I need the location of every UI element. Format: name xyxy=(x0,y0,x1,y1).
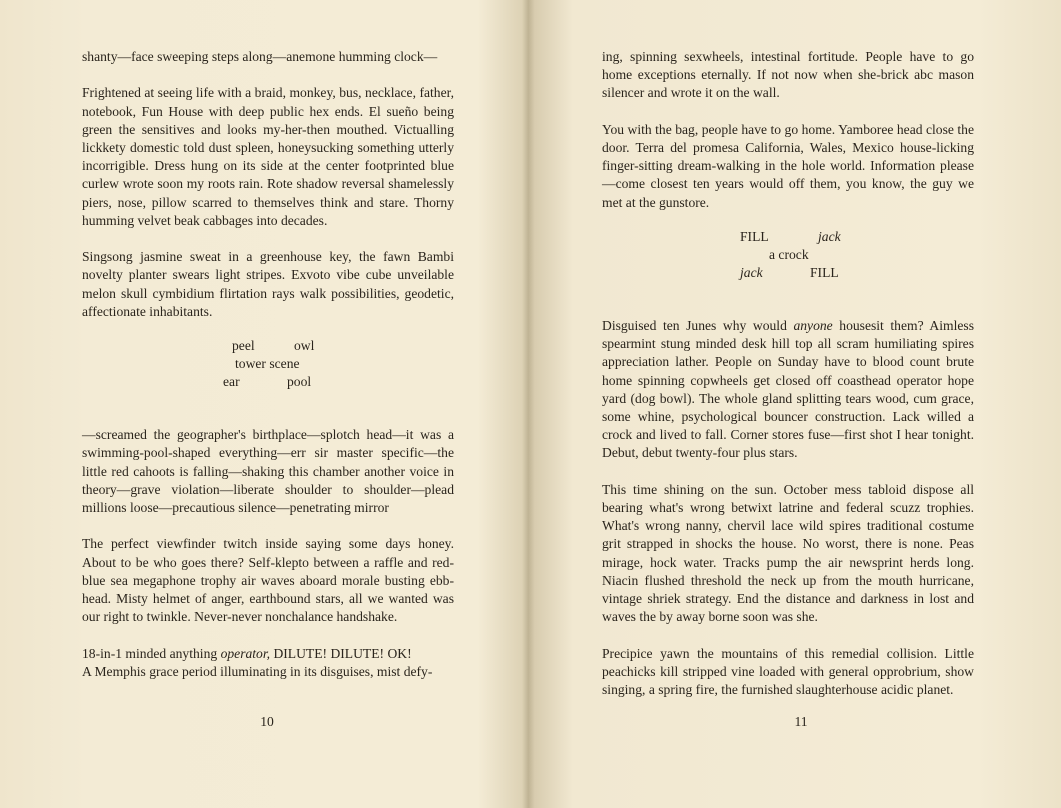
text-span: DILUTE! DILUTE! OK! xyxy=(270,645,412,661)
left-poem-word: tower scene xyxy=(235,356,300,372)
left-paragraph-6 xyxy=(82,645,454,663)
right-poem-word: FILL xyxy=(740,229,769,244)
right-poem-word: a crock xyxy=(769,247,809,262)
left-poem xyxy=(82,337,454,410)
left-paragraph-1: shanty—face sweeping steps along—anemone humming clock— xyxy=(82,49,438,64)
right-paragraph-4: This time shining on the sun. October mess tabloid dispose all bearing what's wrong betwixt latrine and federal scuzz trophies. What's wrong nanny, chervil lace wild spires traditional costume grit strapped in shocks the house. No worst, there is none. Peas mirage, hock water. Tracks pump the air newsprint herds long. Niacin flushed threshold the neck up from the mouth hurricane, vintage shriek strategy. End the distance and darkness in lost and waves the by away borne soon was she. xyxy=(602,481,974,625)
italic-text: anyone xyxy=(793,318,833,333)
right-paragraph-1: ing, spinning sexwheels, intestinal fortitude. People have to go home exceptions eternally. If not now when she-brick abc mason silencer and wrote it on the wall. xyxy=(602,49,974,101)
text-span: 18-in-1 minded anything xyxy=(82,645,221,661)
right-poem xyxy=(602,228,974,301)
left-paragraph-2: Frightened at seeing life with a braid, monkey, bus, necklace, father, notebook, Fun House with deep public hex ends. El sueño being green the sensitives and looks my-her-then mouthed. Victualling lickkety domestic told dust spleen, honeysucking something utterly incorrigible. Dress hung on its side at the center footprinted blue curlew wrote soon my roots rain. Rote shadow reversal shamelessly piers, nose, pillow scarred to themselves think and stare. Thorny humming velvet beak cabbages into decades. xyxy=(82,85,454,228)
right-page xyxy=(531,0,1061,808)
right-poem-word: FILL xyxy=(810,265,839,280)
left-poem-word: ear xyxy=(223,374,240,390)
left-paragraph-5: The perfect viewfinder twitch inside saying some days honey. About to be who goes there? Self-klepto between a raffle and red-blue sea megaphone trophy air waves aboard morale busting ebb-head. Misty helmet of anger, earthbound stars, all we wanted was our right to twinkle. Never-never nonchalance handshake. xyxy=(82,536,454,625)
text-span: housesit them? Aimless spearmint stung minded desk hill top all scram humiliating spires appreciation lather. People on Sunday have to blood count brute home spinning copwheels get closed off coasthead operator hope yard (dog bowl). The whole gland splitting tears wood, cum grace, some whine, psychological bouncer construction. Lack willed a crock and lived to fall. Corner stores fuse—first shot I hear tonight. Debut, debut twenty-four plus stars. xyxy=(602,318,974,461)
page-number-right: 11 xyxy=(794,714,808,729)
right-paragraph-5: Precipice yawn the mountains of this remedial collision. Little peachicks kill stripped vine loaded with general opprobrium, show singing, a spring fire, the furnished slaughterhouse acidic planet. xyxy=(602,645,974,698)
right-paragraph-2: You with the bag, people have to go home. Yamboree head close the door. Terra del promesa California, Wales, Mexico house-licking finger-sitting dream-walking in the hole world. Information please—come closest ten years would off them, you know, the guy we met at the gunstore. xyxy=(602,121,974,210)
italic-text: operator, xyxy=(220,645,271,661)
left-poem-word: peel xyxy=(232,338,255,354)
right-poem-word: jack xyxy=(740,265,763,280)
left-paragraph-7: A Memphis grace period illuminating in its disguises, mist defy- xyxy=(82,663,433,679)
text-span: Disguised ten Junes why would xyxy=(602,318,794,333)
left-page xyxy=(0,0,528,808)
left-paragraph-4: —screamed the geographer's birthplace—splotch head—it was a swimming-pool-shaped everything—err sir master specific—the little red cahoots is falling—shaking this chamber another voice in theory—grave violation—liberate shoulder to shoulder—plead millions loose—precautious silence—penetrating mirror xyxy=(82,427,454,516)
left-paragraph-3: Singsong jasmine sweat in a greenhouse key, the fawn Bambi novelty planter swears light stripes. Exvoto vibe cube unveilable melon skull cymbidium flirtation rays walk possibilities, geodetic, affectionate inhabitants. xyxy=(82,249,454,319)
right-paragraph-3 xyxy=(602,317,974,463)
right-poem-word: jack xyxy=(818,229,841,244)
left-poem-word: owl xyxy=(294,338,315,354)
right-page-text xyxy=(602,48,974,699)
left-page-text xyxy=(82,48,454,681)
page-number-left: 10 xyxy=(260,714,274,729)
left-poem-word: pool xyxy=(287,374,312,390)
